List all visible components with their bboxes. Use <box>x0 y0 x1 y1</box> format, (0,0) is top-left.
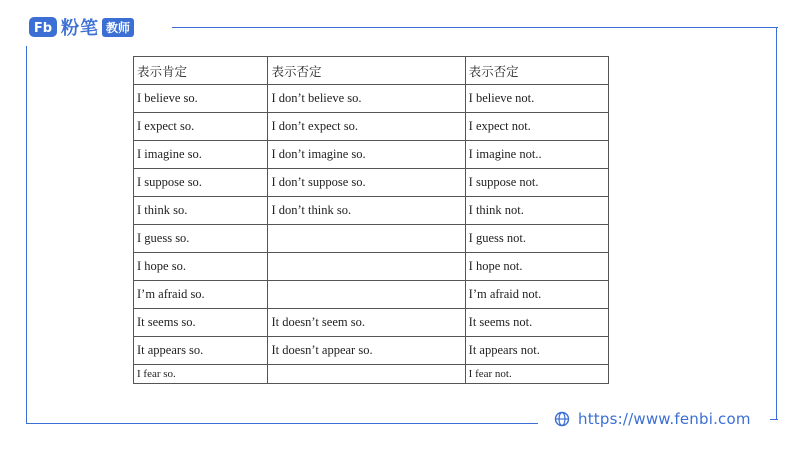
table-row <box>134 309 609 337</box>
table-cell: I don’t imagine so. <box>268 141 465 169</box>
table-row <box>134 253 609 281</box>
table-cell: I think so. <box>134 197 268 225</box>
table-cell: I suppose so. <box>134 169 268 197</box>
table-cell: It appears so. <box>134 337 268 365</box>
table-cell: It seems not. <box>465 309 608 337</box>
table-cell: I imagine not.. <box>465 141 608 169</box>
table-row <box>134 225 609 253</box>
url-text[interactable]: https://www.fenbi.com <box>578 410 751 428</box>
table-cell: I’m afraid so. <box>134 281 268 309</box>
table-cell: I don’t expect so. <box>268 113 465 141</box>
table-row <box>134 169 609 197</box>
globe-icon <box>554 411 570 427</box>
table-row <box>134 365 609 384</box>
table-cell: I don’t believe so. <box>268 85 465 113</box>
table-cell: I believe not. <box>465 85 608 113</box>
table-cell: I believe so. <box>134 85 268 113</box>
frame-bottom-line <box>26 423 538 424</box>
table-cell: I don’t think so. <box>268 197 465 225</box>
table-cell: I hope not. <box>465 253 608 281</box>
header-cell-negative-1: 表示否定 <box>268 57 465 85</box>
table-cell: I imagine so. <box>134 141 268 169</box>
frame-right-line <box>776 27 777 419</box>
frame-left-line <box>26 46 27 424</box>
brand-badge: 教师 <box>102 18 134 37</box>
table-row <box>134 85 609 113</box>
table-cell <box>268 253 465 281</box>
table-cell: I’m afraid not. <box>465 281 608 309</box>
table-cell: I hope so. <box>134 253 268 281</box>
table-row <box>134 141 609 169</box>
table-cell: It seems so. <box>134 309 268 337</box>
table-cell: I don’t suppose so. <box>268 169 465 197</box>
phrase-table <box>133 56 609 384</box>
table-cell: I expect so. <box>134 113 268 141</box>
frame-top-line <box>172 27 778 28</box>
table-row <box>134 197 609 225</box>
table-cell: I fear not. <box>465 365 608 384</box>
table-cell: I expect not. <box>465 113 608 141</box>
header-cell-negative-2: 表示否定 <box>465 57 608 85</box>
table-cell: It doesn’t appear so. <box>268 337 465 365</box>
table-cell <box>268 365 465 384</box>
table-row <box>134 113 609 141</box>
fenbi-logo-icon <box>28 14 58 40</box>
table-cell: I suppose not. <box>465 169 608 197</box>
table-header-row <box>134 57 609 85</box>
header-cell-affirmative: 表示肯定 <box>134 57 268 85</box>
table-cell: It appears not. <box>465 337 608 365</box>
brand-name: 粉笔 <box>61 18 99 39</box>
table-row <box>134 337 609 365</box>
table-cell: I guess so. <box>134 225 268 253</box>
table-cell: I think not. <box>465 197 608 225</box>
table-cell: I guess not. <box>465 225 608 253</box>
table-cell: I fear so. <box>134 365 268 384</box>
footer-url[interactable] <box>554 410 751 428</box>
fenbi-logo <box>28 14 134 40</box>
frame-bottom-right-line <box>770 419 778 420</box>
table-cell <box>268 225 465 253</box>
logo-mark-text: Fb <box>33 21 53 36</box>
table-row <box>134 281 609 309</box>
table-cell <box>268 281 465 309</box>
table-cell: It doesn’t seem so. <box>268 309 465 337</box>
